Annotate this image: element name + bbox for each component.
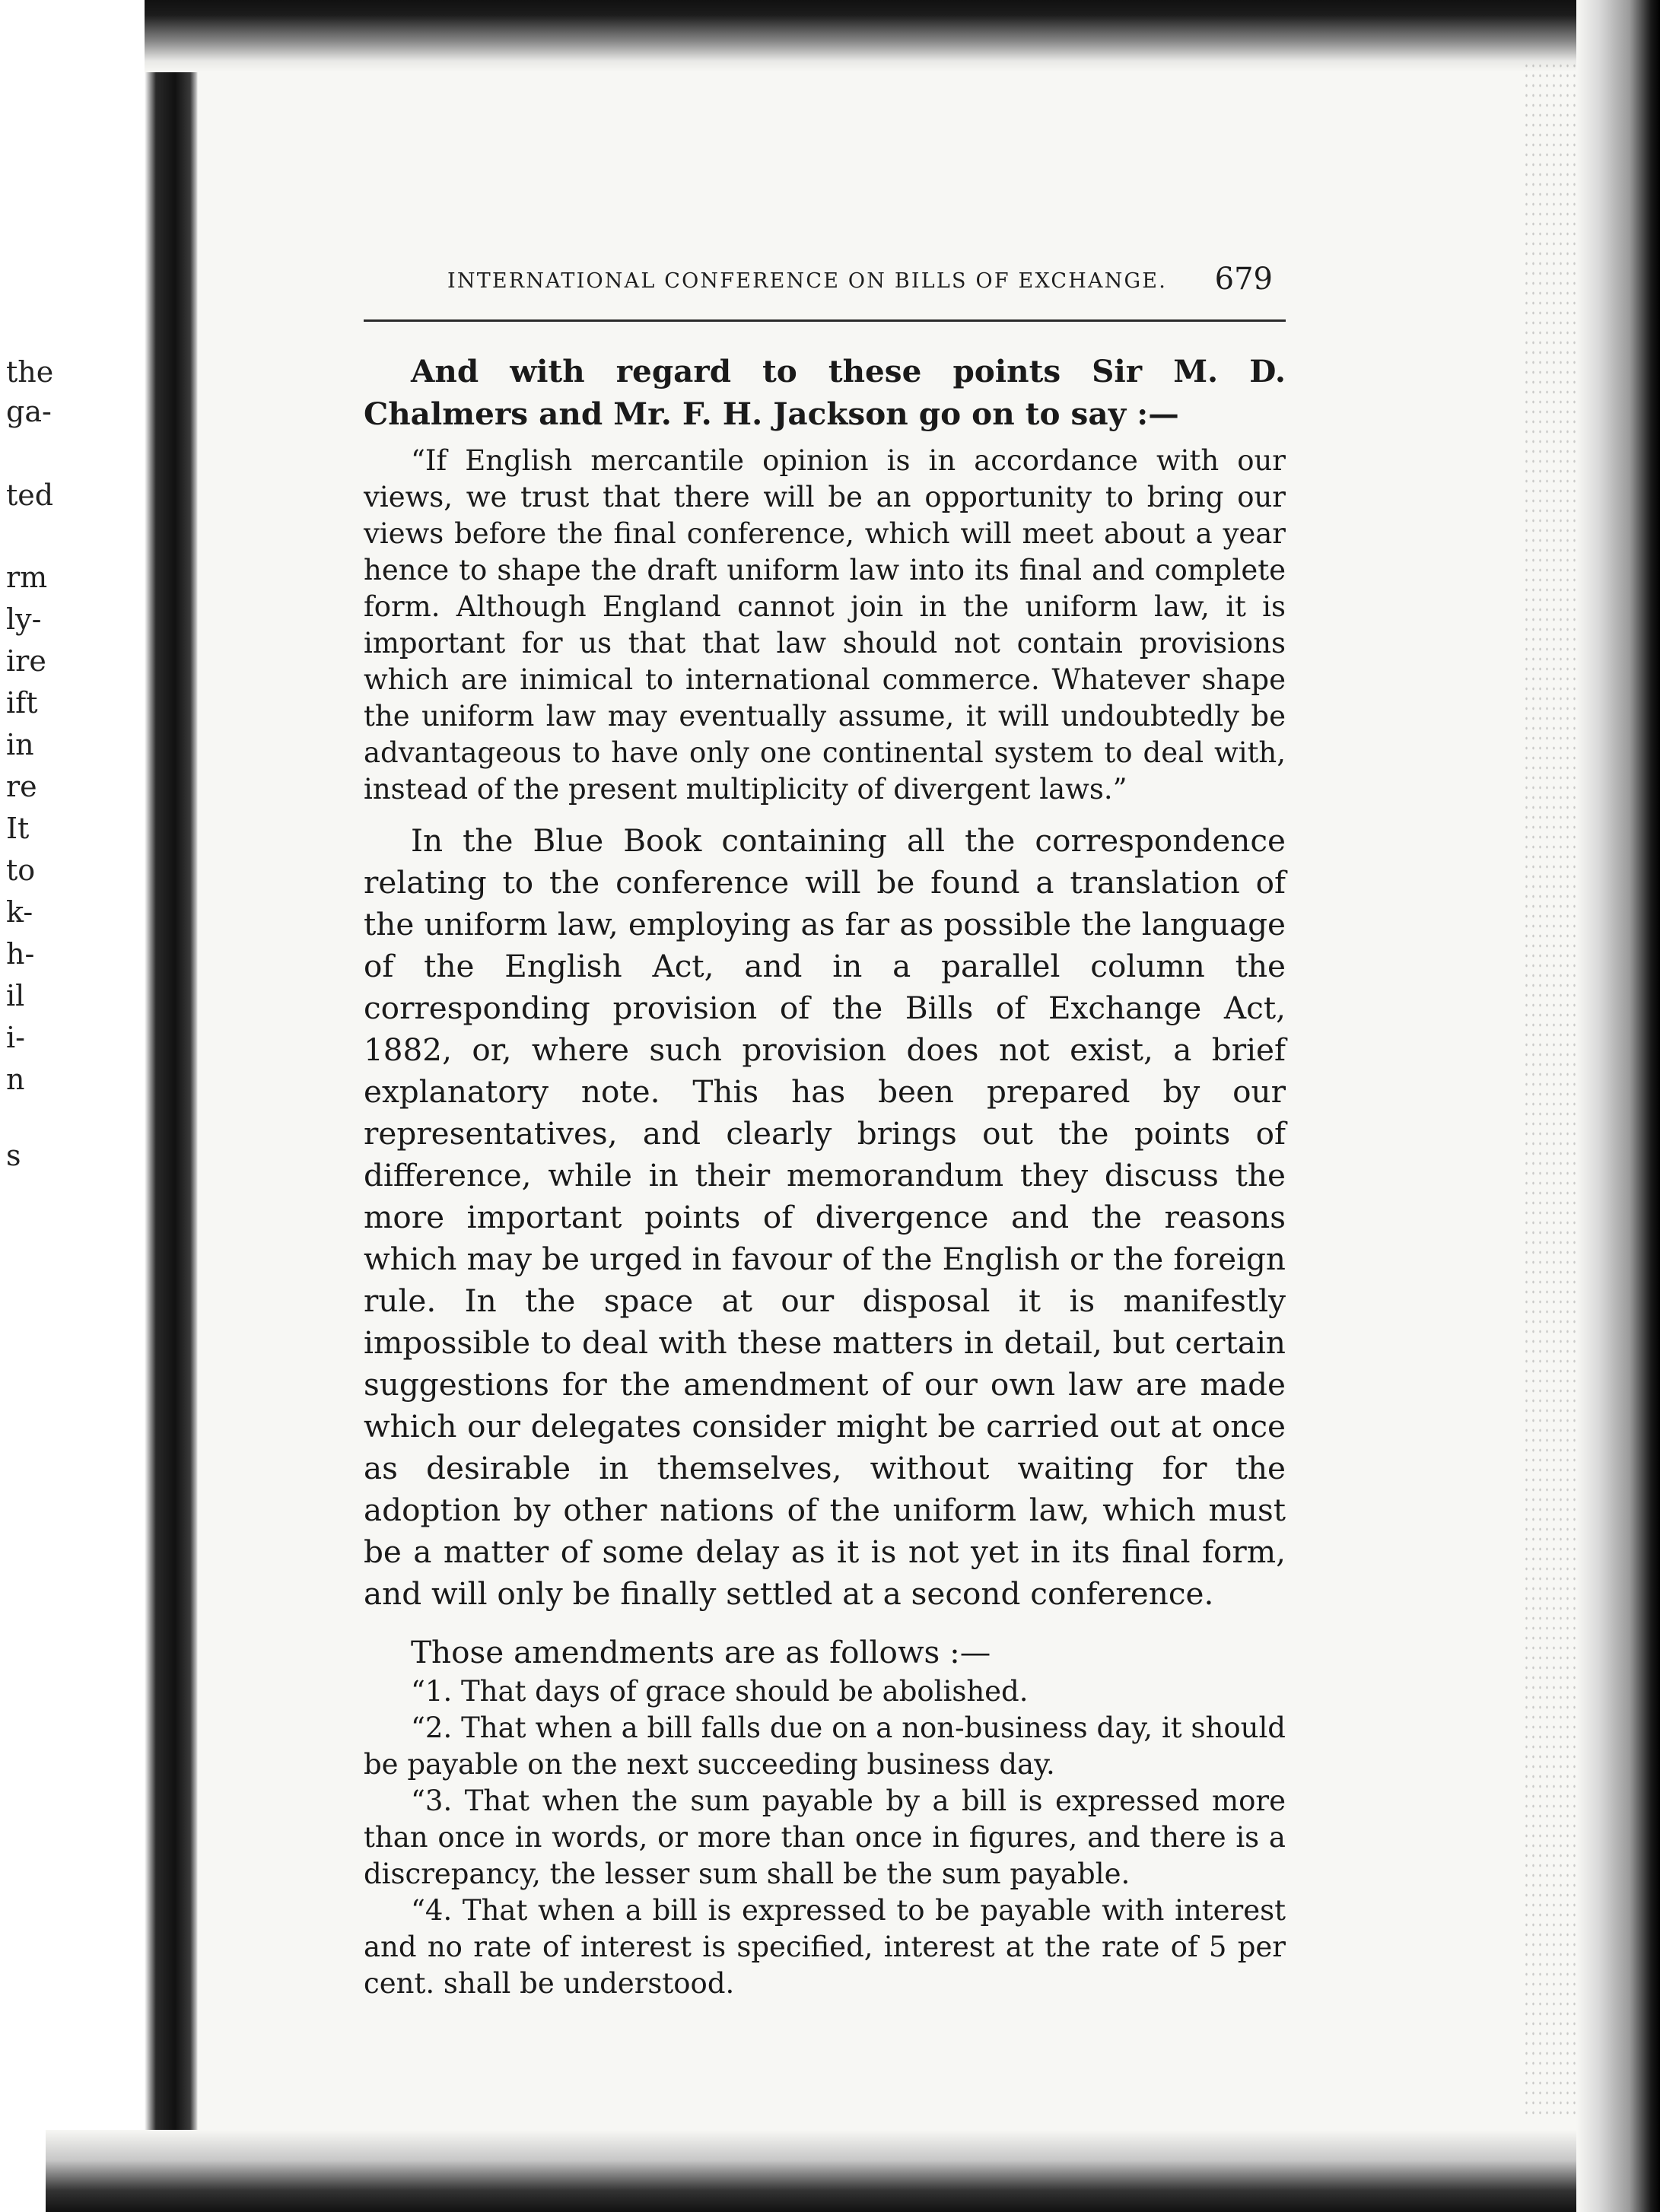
- facing-page-fragment: in: [6, 728, 34, 761]
- facing-page-fragment: It: [6, 812, 30, 845]
- running-head-title: INTERNATIONAL CONFERENCE ON BILLS OF EXCHANGE.: [447, 269, 1167, 293]
- amendment-item: “3. That when the sum payable by a bill is expressed more than once in words, or more than once in figures, and there is a discrepancy, the lesser sum shall be the sum payable.: [364, 1785, 1286, 1890]
- facing-page-fragment: ga-: [6, 395, 52, 428]
- facing-page-fragment: ted: [6, 478, 54, 512]
- facing-page-fragment: ly-: [6, 602, 42, 636]
- facing-page-fragment: i-: [6, 1021, 25, 1054]
- facing-page-fragment: k-: [6, 895, 33, 929]
- running-head: [447, 260, 1273, 306]
- body-text: [364, 350, 1286, 2002]
- page-edge-speckle: [1523, 61, 1576, 2115]
- quoted-paragraph: “If English mercantile opinion is in accordance with our views, we trust that there will be an opportunity to bring our views before the final conference, which will meet about a year hence to shape the draft uniform law into its final and complete form. Although England cannot join in the uniform law, it is important for us that that law should not contain provisions which are inimical to international commerce. Whatever shape the uniform law may eventually assume, it will undoubtedly be advantageous to have only one continental system to deal with, instead of the present multiplicity of divergent laws.”: [364, 444, 1286, 806]
- amendment-item: “1. That days of grace should be abolished.: [411, 1675, 1029, 1708]
- facing-page-fragment: to: [6, 853, 36, 887]
- blue-book-paragraph: In the Blue Book containing all the correspondence relating to the conference will be found a translation of the uniform law, employing as far as possible the language of the English Act, and in a parallel column the corresponding provision of the Bills of Exchange Act, 1882, or, where such provision does not exist, a brief explanatory note. This has been prepared by our representatives, and clearly brings out the points of difference, while in their memorandum they discuss the more important points of divergence and the reasons which may be urged in favour of the English or the foreign rule. In the space at our disposal it is manifestly impossible to deal with these matters in detail, but certain suggestions for the amendment of our own law are made which our delegates consider might be carried out at once as desirable in themselves, without waiting for the adoption by other nations of the uniform law, which must be a matter of some delay as it is not yet in its final form, and will only be finally settled at a second conference.: [364, 822, 1286, 1612]
- page-number: 679: [1214, 262, 1273, 297]
- facing-page-fragment: rm: [6, 561, 48, 594]
- facing-page-fragment: s: [6, 1139, 21, 1172]
- facing-page-fragment: n: [6, 1063, 25, 1096]
- facing-page-fragment: ire: [6, 644, 46, 678]
- header-rule: [364, 319, 1286, 322]
- facing-page-fragment: the: [6, 355, 54, 389]
- facing-page-fragment: ift: [6, 686, 38, 720]
- binding-shadow-bottom: [46, 2130, 1660, 2212]
- amendment-item: “2. That when a bill falls due on a non-business day, it should be payable on the next succeeding business day.: [364, 1711, 1286, 1781]
- intro-paragraph: And with regard to these points Sir M. D. Chalmers and Mr. F. H. Jackson go on to say :—: [364, 353, 1286, 432]
- facing-page-fragment: il: [6, 979, 25, 1012]
- amendment-item: “4. That when a bill is expressed to be payable with interest and no rate of interest is specified, interest at the rate of 5 per cent. shall be understood.: [364, 1894, 1286, 2000]
- page-edge-right: [1576, 0, 1660, 2212]
- facing-page-fragment: h-: [6, 937, 35, 971]
- facing-page-fragments: [0, 0, 137, 2212]
- binding-shadow-top: [145, 0, 1590, 72]
- facing-page-fragment: re: [6, 770, 37, 803]
- amendments-intro: Those amendments are as follows :—: [411, 1634, 991, 1670]
